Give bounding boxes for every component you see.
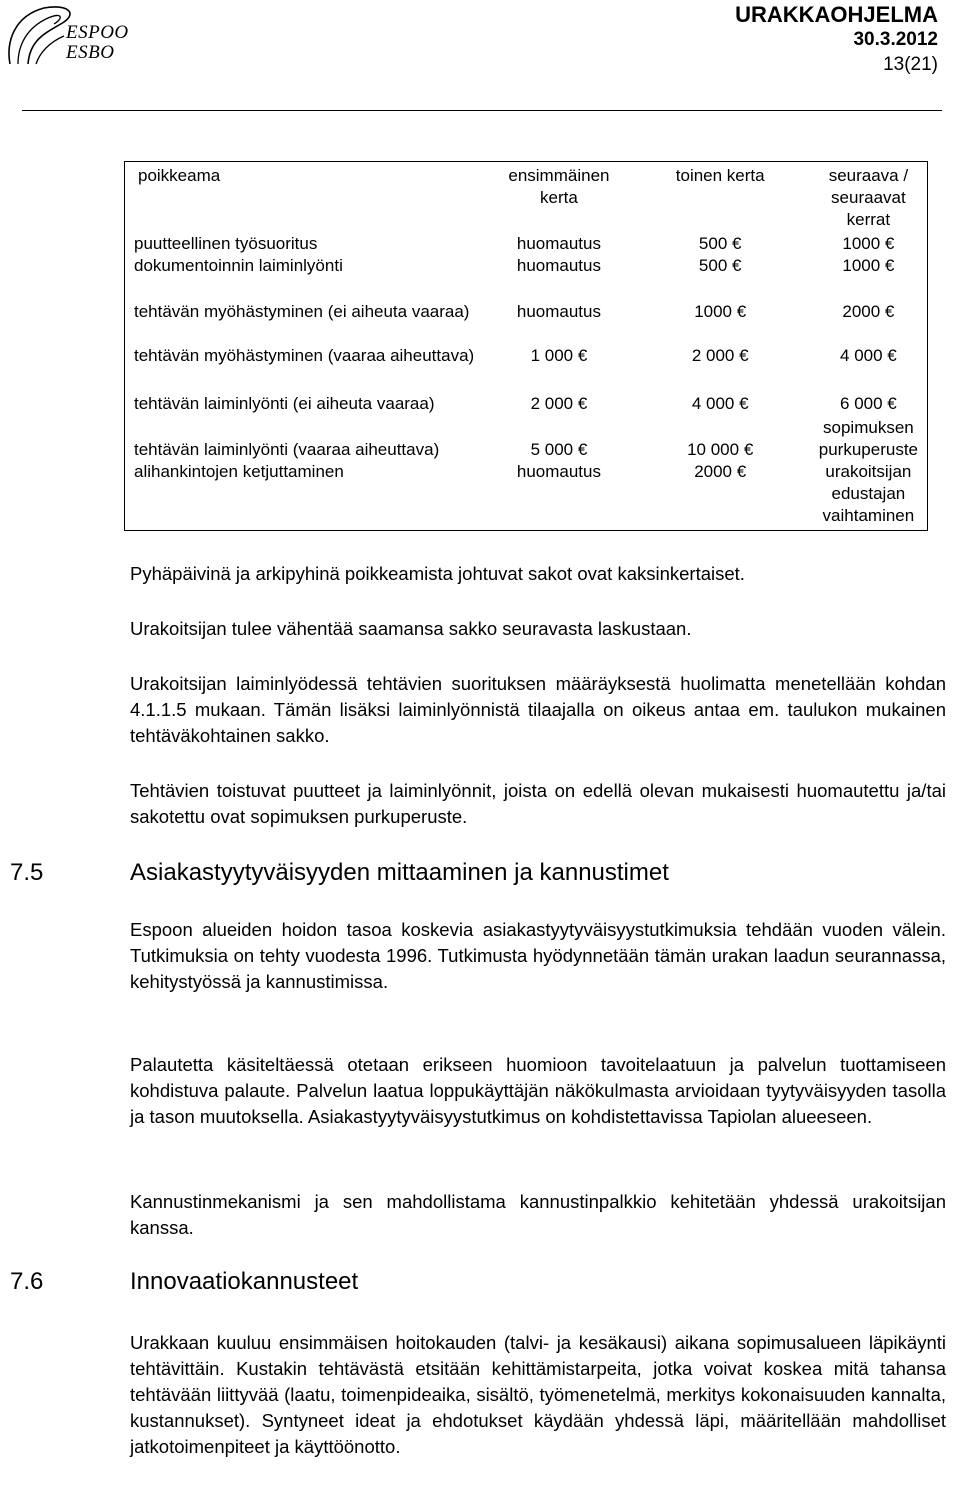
cell-second: 500 € <box>698 256 742 275</box>
cell-second: 1000 € <box>694 302 747 321</box>
page-number: 13(21) <box>883 54 938 75</box>
cell-first: huomautus <box>516 234 601 253</box>
cell-first: 5 000 € <box>530 440 588 459</box>
cell-deviation: alihankintojen ketjuttaminen <box>134 462 344 481</box>
logo-text-esbo: ESBO <box>66 42 115 63</box>
cell-next: sopimuksen purkuperuste <box>818 418 918 459</box>
cell-first: huomautus <box>516 302 601 321</box>
document-header <box>735 2 938 78</box>
cell-first: 1 000 € <box>530 346 588 365</box>
espoo-logo <box>4 2 134 68</box>
cell-second: 500 € <box>698 234 742 253</box>
cell-next: urakoitsijan edustajan vaihtaminen <box>822 462 915 525</box>
sanctions-table <box>124 161 928 529</box>
paragraph-incentive-mechanism: Kannustinmekanismi ja sen mahdollistama kannustinpalkkio kehitetään yhdessä urakoitsijan kanssa. <box>130 1191 946 1238</box>
header-rule <box>22 110 942 111</box>
cell-deviation: tehtävän myöhästyminen (vaaraa aiheuttava) <box>134 346 475 365</box>
cell-next: 1000 € <box>842 256 895 275</box>
cell-deviation: tehtävän myöhästyminen (ei aiheuta vaaraa) <box>134 302 470 321</box>
cell-next: 4 000 € <box>840 346 897 365</box>
table-row <box>124 255 928 277</box>
cell-second: 2000 € <box>694 462 747 481</box>
cell-first: huomautus <box>516 256 601 275</box>
cell-deviation: puutteellinen työsuoritus <box>134 234 318 253</box>
table-row <box>124 277 928 323</box>
cell-next: 6 000 € <box>840 394 897 413</box>
paragraph-feedback: Palautetta käsiteltäessä otetaan erikseen huomioon tavoitelaatuun ja palvelun tuottamiseen kohdistuva palaute. Palvelun laatua loppukäyttäjän näkökulmasta arvioidaan tyytyväisyyden tasolla ja tason muutoksella. Asiakastyytyväisyystutkimus on kohdistettavissa Tapiolan alueeseen. <box>130 1054 946 1127</box>
cell-first: huomautus <box>516 462 601 481</box>
header-next-times: seuraava / seuraavat kerrat <box>828 166 909 229</box>
section-number-7-6: 7.6 <box>10 1268 44 1295</box>
paragraph-deduct-fine: Urakoitsijan tulee vähentää saamansa sakko seuravasta laskustaan. <box>130 618 692 639</box>
table-row <box>124 415 928 461</box>
table-row <box>124 233 928 255</box>
table-row <box>124 367 928 415</box>
cell-second: 2 000 € <box>691 346 749 365</box>
paragraph-holiday-fines: Pyhäpäivinä ja arkipyhinä poikkeamista johtuvat sakot ovat kaksinkertaiset. <box>130 563 745 584</box>
cell-second: 4 000 € <box>691 394 749 413</box>
cell-next: 2000 € <box>842 302 895 321</box>
paragraph-neglect: Urakoitsijan laiminlyödessä tehtävien suorituksen määräyksestä huolimatta menetellään kohdan 4.1.1.5 mukaan. Tämän lisäksi laiminlyönnistä tilaajalla on oikeus antaa em. taulukon mukainen tehtäväkohtainen sakko. <box>130 673 946 746</box>
paragraph-satisfaction-surveys: Espoon alueiden hoidon tasoa koskevia asiakastyytyväisyystutkimuksia tehdään vuoden välein. Tutkimuksia on tehty vuodesta 1996. Tutkimusta hyödynnetään tämän urakan laadun seurannassa, kehitystyössä ja kannustimissa. <box>130 919 946 992</box>
header-first-time: ensimmäinen kerta <box>508 166 610 207</box>
table-row <box>124 461 928 529</box>
table-header-row <box>124 161 928 233</box>
paragraph-innovation: Urakkaan kuuluu ensimmäisen hoitokauden (talvi- ja kesäkausi) aikana sopimusalueen läpikäynti tehtävittäin. Kustakin tehtävästä etsitään kehittämistarpeita, jotka voivat koskea mitä tahansa tehtävään liittyvää (laatu, toimenpideaika, sisältö, työmenetelmä, merkitys kokonaisuuden kannalta, kustannukset). Syntyneet ideat ja ehdotukset käydään yhdessä läpi, määritellään mahdolliset jatkotoimenpiteet ja käyttöönotto. <box>130 1332 946 1457</box>
header-deviation: poikkeama <box>138 166 221 185</box>
document-date: 30.3.2012 <box>853 29 938 50</box>
cell-first: 2 000 € <box>530 394 588 413</box>
section-number-7-5: 7.5 <box>10 859 44 886</box>
paragraph-termination-ground: Tehtävien toistuvat puutteet ja laiminlyönnit, joista on edellä olevan mukaisesti huomautettu ja/tai sakotettu ovat sopimuksen purkuperuste. <box>130 780 946 827</box>
cell-deviation: dokumentoinnin laiminlyönti <box>134 256 343 275</box>
cell-second: 10 000 € <box>687 440 754 459</box>
table-row <box>124 323 928 367</box>
cell-deviation: tehtävän laiminlyönti (vaaraa aiheuttava) <box>134 440 440 459</box>
document-title: URAKKAOHJELMA <box>735 2 938 27</box>
cell-deviation: tehtävän laiminlyönti (ei aiheuta vaaraa) <box>134 394 435 413</box>
header-second-time: toinen kerta <box>675 166 765 185</box>
section-title-7-5: Asiakastyytyväisyyden mittaaminen ja kannustimet <box>130 859 669 886</box>
cell-next: 1000 € <box>842 234 895 253</box>
logo-text-espoo: ESPOO <box>66 22 129 43</box>
section-title-7-6: Innovaatiokannusteet <box>130 1268 359 1295</box>
